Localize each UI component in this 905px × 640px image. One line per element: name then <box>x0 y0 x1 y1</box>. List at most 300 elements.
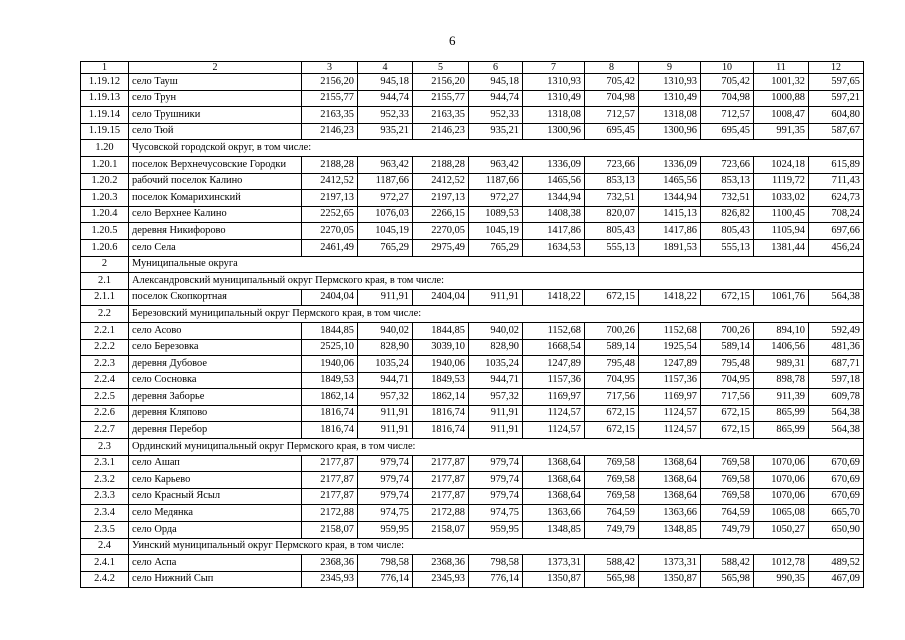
value-cell: 952,33 <box>469 107 523 124</box>
value-cell: 2266,15 <box>413 206 469 223</box>
value-cell: 769,58 <box>585 488 639 505</box>
value-cell: 2368,36 <box>302 555 358 572</box>
value-cell: 687,71 <box>809 356 864 373</box>
value-cell: 672,15 <box>701 422 754 439</box>
column-number-cell: 6 <box>469 62 523 74</box>
value-cell: 1368,64 <box>639 488 701 505</box>
value-cell: 911,91 <box>469 422 523 439</box>
value-cell: 1363,66 <box>523 505 585 522</box>
value-cell: 695,45 <box>701 123 754 140</box>
column-number-cell: 10 <box>701 62 754 74</box>
value-cell: 853,13 <box>701 173 754 190</box>
value-cell: 1418,22 <box>523 289 585 306</box>
value-cell: 2345,93 <box>302 571 358 588</box>
value-cell: 555,13 <box>701 239 754 256</box>
value-cell: 805,43 <box>585 223 639 240</box>
value-cell: 1363,66 <box>639 505 701 522</box>
settlement-name: село Медянка <box>129 505 302 522</box>
value-cell: 695,45 <box>585 123 639 140</box>
value-cell: 704,98 <box>701 90 754 107</box>
value-cell: 2252,65 <box>302 206 358 223</box>
value-cell: 1348,85 <box>523 522 585 539</box>
value-cell: 974,75 <box>358 505 413 522</box>
value-cell: 769,58 <box>585 472 639 489</box>
value-cell: 911,91 <box>358 405 413 422</box>
value-cell: 2146,23 <box>302 123 358 140</box>
value-cell: 1940,06 <box>413 356 469 373</box>
value-cell: 911,91 <box>358 289 413 306</box>
value-cell: 1157,36 <box>523 372 585 389</box>
value-cell: 2158,07 <box>302 522 358 539</box>
section-row <box>81 273 864 290</box>
value-cell: 3039,10 <box>413 339 469 356</box>
value-cell: 1187,66 <box>469 173 523 190</box>
value-cell: 717,56 <box>701 389 754 406</box>
value-cell: 1368,64 <box>639 472 701 489</box>
value-cell: 2197,13 <box>302 190 358 207</box>
value-cell: 805,43 <box>701 223 754 240</box>
section-title: Ординский муниципальный округ Пермского края, в том числе: <box>129 439 864 456</box>
value-cell: 589,14 <box>701 339 754 356</box>
value-cell: 705,42 <box>585 74 639 91</box>
row-code: 1.19.13 <box>81 90 129 107</box>
table-row <box>81 405 864 422</box>
row-code: 2 <box>81 256 129 273</box>
row-code: 2.3.4 <box>81 505 129 522</box>
row-code: 2.3.5 <box>81 522 129 539</box>
value-cell: 957,32 <box>358 389 413 406</box>
value-cell: 2345,93 <box>413 571 469 588</box>
value-cell: 959,95 <box>469 522 523 539</box>
settlement-name: село Красный Ясыл <box>129 488 302 505</box>
value-cell: 704,95 <box>585 372 639 389</box>
value-cell: 1417,86 <box>523 223 585 240</box>
value-cell: 732,51 <box>585 190 639 207</box>
value-cell: 2368,36 <box>413 555 469 572</box>
value-cell: 704,95 <box>701 372 754 389</box>
value-cell: 597,21 <box>809 90 864 107</box>
value-cell: 604,80 <box>809 107 864 124</box>
column-number-cell: 3 <box>302 62 358 74</box>
value-cell: 2177,87 <box>302 488 358 505</box>
value-cell: 2177,87 <box>302 455 358 472</box>
settlement-name: деревня Кляпово <box>129 405 302 422</box>
value-cell: 1124,57 <box>639 422 701 439</box>
settlement-name: село Ашап <box>129 455 302 472</box>
value-cell: 732,51 <box>701 190 754 207</box>
value-cell: 911,39 <box>754 389 809 406</box>
section-row <box>81 306 864 323</box>
value-cell: 597,65 <box>809 74 864 91</box>
value-cell: 615,89 <box>809 156 864 173</box>
row-code: 2.4.1 <box>81 555 129 572</box>
page-number: 6 <box>449 33 456 48</box>
value-cell: 795,48 <box>701 356 754 373</box>
value-cell: 911,91 <box>469 289 523 306</box>
value-cell: 935,21 <box>469 123 523 140</box>
column-number-cell: 4 <box>358 62 413 74</box>
table-row <box>81 488 864 505</box>
value-cell: 1418,22 <box>639 289 701 306</box>
value-cell: 723,66 <box>701 156 754 173</box>
value-cell: 944,71 <box>469 372 523 389</box>
section-title: Муниципальные округа <box>129 256 864 273</box>
value-cell: 597,18 <box>809 372 864 389</box>
value-cell: 672,15 <box>585 405 639 422</box>
value-cell: 979,74 <box>469 488 523 505</box>
value-cell: 989,31 <box>754 356 809 373</box>
value-cell: 1318,08 <box>523 107 585 124</box>
value-cell: 1318,08 <box>639 107 701 124</box>
value-cell: 665,70 <box>809 505 864 522</box>
value-cell: 2172,88 <box>413 505 469 522</box>
column-number-cell: 5 <box>413 62 469 74</box>
value-cell: 555,13 <box>585 239 639 256</box>
value-cell: 712,57 <box>585 107 639 124</box>
value-cell: 717,56 <box>585 389 639 406</box>
value-cell: 1070,06 <box>754 488 809 505</box>
value-cell: 911,91 <box>469 405 523 422</box>
value-cell: 826,82 <box>701 206 754 223</box>
settlement-name: рабочий поселок Калино <box>129 173 302 190</box>
value-cell: 1310,93 <box>639 74 701 91</box>
table-row <box>81 239 864 256</box>
value-cell: 769,58 <box>701 472 754 489</box>
value-cell: 1816,74 <box>413 405 469 422</box>
value-cell: 2188,28 <box>413 156 469 173</box>
value-cell: 2404,04 <box>302 289 358 306</box>
value-cell: 972,27 <box>469 190 523 207</box>
value-cell: 776,14 <box>469 571 523 588</box>
row-code: 1.20.2 <box>81 173 129 190</box>
value-cell: 1033,02 <box>754 190 809 207</box>
settlement-name: деревня Дубовое <box>129 356 302 373</box>
table-row <box>81 289 864 306</box>
value-cell: 2172,88 <box>302 505 358 522</box>
settlement-name: деревня Перебор <box>129 422 302 439</box>
value-cell: 1152,68 <box>523 322 585 339</box>
row-code: 1.20.1 <box>81 156 129 173</box>
row-code: 2.3 <box>81 439 129 456</box>
value-cell: 2177,87 <box>413 488 469 505</box>
value-cell: 974,75 <box>469 505 523 522</box>
table-row <box>81 173 864 190</box>
value-cell: 1336,09 <box>639 156 701 173</box>
row-code: 1.20 <box>81 140 129 157</box>
table-row <box>81 90 864 107</box>
value-cell: 898,78 <box>754 372 809 389</box>
value-cell: 1373,31 <box>639 555 701 572</box>
value-cell: 2155,77 <box>302 90 358 107</box>
value-cell: 1862,14 <box>413 389 469 406</box>
value-cell: 1045,19 <box>469 223 523 240</box>
value-cell: 1050,27 <box>754 522 809 539</box>
value-cell: 1035,24 <box>358 356 413 373</box>
value-cell: 2177,87 <box>302 472 358 489</box>
value-cell: 1124,57 <box>639 405 701 422</box>
value-cell: 1012,78 <box>754 555 809 572</box>
value-cell: 2163,35 <box>302 107 358 124</box>
value-cell: 2270,05 <box>302 223 358 240</box>
value-cell: 1844,85 <box>302 322 358 339</box>
table-row <box>81 190 864 207</box>
value-cell: 467,09 <box>809 571 864 588</box>
value-cell: 1336,09 <box>523 156 585 173</box>
value-cell: 935,21 <box>358 123 413 140</box>
value-cell: 911,91 <box>358 422 413 439</box>
value-cell: 795,48 <box>585 356 639 373</box>
value-cell: 991,35 <box>754 123 809 140</box>
value-cell: 1100,45 <box>754 206 809 223</box>
value-cell: 456,24 <box>809 239 864 256</box>
value-cell: 1105,94 <box>754 223 809 240</box>
value-cell: 1465,56 <box>639 173 701 190</box>
value-cell: 798,58 <box>469 555 523 572</box>
table-row <box>81 505 864 522</box>
section-row <box>81 256 864 273</box>
value-cell: 979,74 <box>469 472 523 489</box>
row-code: 2.3.2 <box>81 472 129 489</box>
table-row <box>81 422 864 439</box>
value-cell: 1187,66 <box>358 173 413 190</box>
value-cell: 697,66 <box>809 223 864 240</box>
value-cell: 769,58 <box>701 455 754 472</box>
value-cell: 1247,89 <box>523 356 585 373</box>
value-cell: 1124,57 <box>523 422 585 439</box>
row-code: 2.1.1 <box>81 289 129 306</box>
value-cell: 944,74 <box>469 90 523 107</box>
column-number-cell: 1 <box>81 62 129 74</box>
settlement-name: село Тюй <box>129 123 302 140</box>
value-cell: 1045,19 <box>358 223 413 240</box>
row-code: 1.19.15 <box>81 123 129 140</box>
row-code: 1.20.4 <box>81 206 129 223</box>
value-cell: 565,98 <box>701 571 754 588</box>
value-cell: 2155,77 <box>413 90 469 107</box>
column-number-cell: 8 <box>585 62 639 74</box>
value-cell: 2177,87 <box>413 455 469 472</box>
settlement-name: село Тауш <box>129 74 302 91</box>
value-cell: 963,42 <box>469 156 523 173</box>
value-cell: 704,98 <box>585 90 639 107</box>
value-cell: 564,38 <box>809 422 864 439</box>
value-cell: 1816,74 <box>413 422 469 439</box>
value-cell: 990,35 <box>754 571 809 588</box>
row-code: 2.2.5 <box>81 389 129 406</box>
value-cell: 672,15 <box>585 422 639 439</box>
value-cell: 670,69 <box>809 472 864 489</box>
value-cell: 1417,86 <box>639 223 701 240</box>
value-cell: 2197,13 <box>413 190 469 207</box>
tariff-table <box>80 61 864 588</box>
section-title: Березовский муниципальный округ Пермского края, в том числе: <box>129 306 864 323</box>
value-cell: 749,79 <box>701 522 754 539</box>
value-cell: 2461,49 <box>302 239 358 256</box>
value-cell: 589,14 <box>585 339 639 356</box>
value-cell: 624,73 <box>809 190 864 207</box>
value-cell: 2156,20 <box>413 74 469 91</box>
value-cell: 1406,56 <box>754 339 809 356</box>
value-cell: 588,42 <box>585 555 639 572</box>
value-cell: 945,18 <box>358 74 413 91</box>
row-code: 2.1 <box>81 273 129 290</box>
value-cell: 940,02 <box>358 322 413 339</box>
value-cell: 963,42 <box>358 156 413 173</box>
value-cell: 1001,32 <box>754 74 809 91</box>
value-cell: 708,24 <box>809 206 864 223</box>
table-row <box>81 571 864 588</box>
value-cell: 1070,06 <box>754 472 809 489</box>
value-cell: 944,74 <box>358 90 413 107</box>
table-row <box>81 123 864 140</box>
value-cell: 1008,47 <box>754 107 809 124</box>
row-code: 2.3.1 <box>81 455 129 472</box>
column-number-row <box>81 62 864 74</box>
value-cell: 1035,24 <box>469 356 523 373</box>
value-cell: 957,32 <box>469 389 523 406</box>
value-cell: 828,90 <box>358 339 413 356</box>
row-code: 2.2.4 <box>81 372 129 389</box>
value-cell: 1119,72 <box>754 173 809 190</box>
value-cell: 1169,97 <box>523 389 585 406</box>
value-cell: 1344,94 <box>639 190 701 207</box>
settlement-name: село Аспа <box>129 555 302 572</box>
value-cell: 776,14 <box>358 571 413 588</box>
settlement-name: село Нижний Сып <box>129 571 302 588</box>
value-cell: 564,38 <box>809 289 864 306</box>
value-cell: 1381,44 <box>754 239 809 256</box>
value-cell: 1862,14 <box>302 389 358 406</box>
value-cell: 588,42 <box>701 555 754 572</box>
column-number-cell: 11 <box>754 62 809 74</box>
table-row <box>81 74 864 91</box>
value-cell: 1310,49 <box>523 90 585 107</box>
section-row <box>81 439 864 456</box>
value-cell: 1157,36 <box>639 372 701 389</box>
value-cell: 2177,87 <box>413 472 469 489</box>
value-cell: 764,59 <box>701 505 754 522</box>
value-cell: 1169,97 <box>639 389 701 406</box>
table-row <box>81 455 864 472</box>
settlement-name: село Карьево <box>129 472 302 489</box>
value-cell: 769,58 <box>585 455 639 472</box>
table-row <box>81 107 864 124</box>
settlement-name: деревня Заборье <box>129 389 302 406</box>
value-cell: 940,02 <box>469 322 523 339</box>
value-cell: 2270,05 <box>413 223 469 240</box>
value-cell: 1124,57 <box>523 405 585 422</box>
table-row <box>81 206 864 223</box>
value-cell: 1844,85 <box>413 322 469 339</box>
value-cell: 979,74 <box>358 488 413 505</box>
value-cell: 2146,23 <box>413 123 469 140</box>
value-cell: 1368,64 <box>523 488 585 505</box>
value-cell: 1152,68 <box>639 322 701 339</box>
column-number-cell: 9 <box>639 62 701 74</box>
settlement-name: село Трушники <box>129 107 302 124</box>
table-row <box>81 555 864 572</box>
value-cell: 820,07 <box>585 206 639 223</box>
value-cell: 1070,06 <box>754 455 809 472</box>
value-cell: 1373,31 <box>523 555 585 572</box>
table-row <box>81 223 864 240</box>
value-cell: 1024,18 <box>754 156 809 173</box>
settlement-name: деревня Никифорово <box>129 223 302 240</box>
value-cell: 979,74 <box>358 455 413 472</box>
settlement-name: село Сосновка <box>129 372 302 389</box>
row-code: 2.2.1 <box>81 322 129 339</box>
table-row <box>81 372 864 389</box>
value-cell: 1816,74 <box>302 422 358 439</box>
section-row <box>81 538 864 555</box>
row-code: 1.20.5 <box>81 223 129 240</box>
value-cell: 1061,76 <box>754 289 809 306</box>
value-cell: 1300,96 <box>523 123 585 140</box>
row-code: 1.19.14 <box>81 107 129 124</box>
value-cell: 609,78 <box>809 389 864 406</box>
row-code: 1.19.12 <box>81 74 129 91</box>
value-cell: 712,57 <box>701 107 754 124</box>
table-row <box>81 156 864 173</box>
row-code: 1.20.6 <box>81 239 129 256</box>
value-cell: 592,49 <box>809 322 864 339</box>
value-cell: 1348,85 <box>639 522 701 539</box>
value-cell: 711,43 <box>809 173 864 190</box>
value-cell: 945,18 <box>469 74 523 91</box>
value-cell: 481,36 <box>809 339 864 356</box>
value-cell: 972,27 <box>358 190 413 207</box>
value-cell: 2156,20 <box>302 74 358 91</box>
value-cell: 798,58 <box>358 555 413 572</box>
value-cell: 1925,54 <box>639 339 701 356</box>
section-title: Чусовской городской округ, в том числе: <box>129 140 864 157</box>
settlement-name: село Верхнее Калино <box>129 206 302 223</box>
row-code: 2.2.3 <box>81 356 129 373</box>
settlement-name: село Орда <box>129 522 302 539</box>
value-cell: 650,90 <box>809 522 864 539</box>
value-cell: 1415,13 <box>639 206 701 223</box>
value-cell: 2412,52 <box>302 173 358 190</box>
column-number-cell: 2 <box>129 62 302 74</box>
value-cell: 865,99 <box>754 405 809 422</box>
value-cell: 1368,64 <box>639 455 701 472</box>
table-row <box>81 339 864 356</box>
table-row <box>81 356 864 373</box>
value-cell: 2188,28 <box>302 156 358 173</box>
value-cell: 828,90 <box>469 339 523 356</box>
value-cell: 1310,49 <box>639 90 701 107</box>
value-cell: 944,71 <box>358 372 413 389</box>
value-cell: 1310,93 <box>523 74 585 91</box>
table-row <box>81 322 864 339</box>
value-cell: 1300,96 <box>639 123 701 140</box>
value-cell: 979,74 <box>358 472 413 489</box>
value-cell: 1940,06 <box>302 356 358 373</box>
value-cell: 853,13 <box>585 173 639 190</box>
value-cell: 1076,03 <box>358 206 413 223</box>
value-cell: 700,26 <box>585 322 639 339</box>
value-cell: 2525,10 <box>302 339 358 356</box>
value-cell: 769,58 <box>701 488 754 505</box>
value-cell: 672,15 <box>701 289 754 306</box>
row-code: 2.2.2 <box>81 339 129 356</box>
column-number-cell: 7 <box>523 62 585 74</box>
value-cell: 1465,56 <box>523 173 585 190</box>
value-cell: 765,29 <box>469 239 523 256</box>
settlement-name: село Села <box>129 239 302 256</box>
value-cell: 1816,74 <box>302 405 358 422</box>
value-cell: 670,69 <box>809 488 864 505</box>
